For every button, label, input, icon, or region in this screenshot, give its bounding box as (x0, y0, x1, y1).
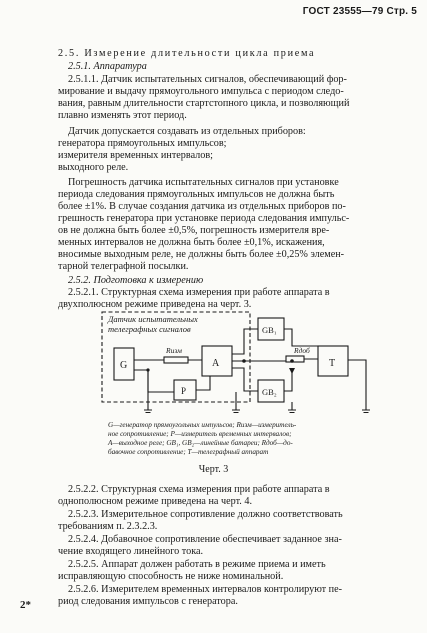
text-line: мирование и выдачу прямоугольного импульса с периодом следо- (58, 86, 344, 97)
caption-line: ное сопротивление; P—измеритель временных интервалов; (108, 430, 292, 438)
caption-line: бавочное сопротивление; T—телеграфный аппарат (108, 448, 269, 456)
text-line: однополюсном режиме приведена на черт. 4. (58, 496, 253, 507)
label-r-izm: Rизм (166, 346, 182, 355)
text-line: 2.5.2.3. Измерительное сопротивление должно соответствовать (68, 509, 343, 520)
circuit-diagram (96, 308, 416, 418)
caption-line: G—генератор прямоугольных импульсов; Rизм—измеритель- (108, 421, 297, 429)
text-line: 2.5.2.6. Измерителем временных интервалов контролируют пе- (68, 584, 343, 595)
text-line: менных интервалов не должна быть более ±0,1%, искажения, (58, 237, 325, 248)
text-line: риод следования импульсов с генератора. (58, 596, 238, 607)
label-g: G (120, 360, 128, 371)
section-title: 2.5. Измерение длительности цикла приема (58, 48, 316, 59)
text-line: 2.5.2.2. Структурная схема измерения при работе аппарата в (68, 484, 330, 495)
sensor-box-label-2: телеграфных сигналов (108, 324, 191, 334)
text-line: тарной телеграфной посылки. (58, 261, 189, 272)
text-line: 2.5.2.4. Добавочное сопротивление обеспечивает заданное зна- (68, 534, 342, 545)
text-line: генератора прямоугольных импульсов; (58, 138, 227, 149)
measuring-resistor (164, 357, 188, 363)
label-r-dob: Rдоб (294, 346, 310, 355)
text-line: Погрешность датчика испытательных сигналов при установке (68, 177, 339, 188)
text-line: Датчик допускается создавать из отдельных приборов: (68, 126, 306, 137)
text-line: плавно изменять этот период. (58, 110, 187, 121)
figure-label: Черт. 3 (198, 464, 229, 475)
text-line: более ±1%. В случае создания датчика из отдельных приборов по- (58, 201, 346, 212)
text-line: 2.5.2.1. Структурная схема измерения при работе аппарата в (68, 287, 330, 298)
label-gb1: GB₁ (262, 325, 277, 335)
text-line: вносимые выходным реле, не должны быть более ±0,25% элемен- (58, 249, 345, 260)
sensor-box-label-1: Датчик испытательных (108, 314, 198, 324)
subsection-title: 2.5.2. Подготовка к измерению (68, 275, 204, 286)
text-line: чение входящего линейного тока. (58, 546, 204, 557)
text-line: двухполюсном режиме приведена на черт. 3. (58, 299, 252, 310)
page-header: ГОСТ 23555—79 Стр. 5 (302, 6, 417, 17)
text-line: грешность генератора при установке периода следования импульс- (58, 213, 350, 224)
text-line: 2.5.2.5. Аппарат должен работать в режиме приема и иметь (68, 559, 326, 570)
text-line: требованиям п. 2.3.2.3. (58, 521, 158, 532)
text-line: 2.5.1.1. Датчик испытательных сигналов, обеспечивающий фор- (68, 74, 347, 85)
text-line: ов не должна быть более ±0,5%, погрешность измерителя вре- (58, 225, 330, 236)
label-gb2: GB₂ (262, 387, 277, 397)
text-line: вания, равным длительности стартстопного цикла, и позволяющий (58, 98, 350, 109)
additional-resistor (286, 356, 304, 362)
text-line: исправляющую способность не ниже номинальной. (58, 571, 284, 582)
text-line: периода следования прямоугольных импульсов не должна быть (58, 189, 335, 200)
label-a: A (212, 358, 220, 369)
page-footer-mark: 2* (20, 599, 31, 611)
label-t: T (329, 358, 336, 369)
subsection-title: 2.5.1. Аппаратура (68, 61, 147, 72)
label-p: P (181, 386, 187, 396)
caption-line: A—выходное реле; GB₁, GB₂—линейные батареи; Rдоб—до- (108, 439, 293, 447)
text-line: выходного реле. (58, 162, 129, 173)
text-line: измерителя временных интервалов; (58, 150, 213, 161)
